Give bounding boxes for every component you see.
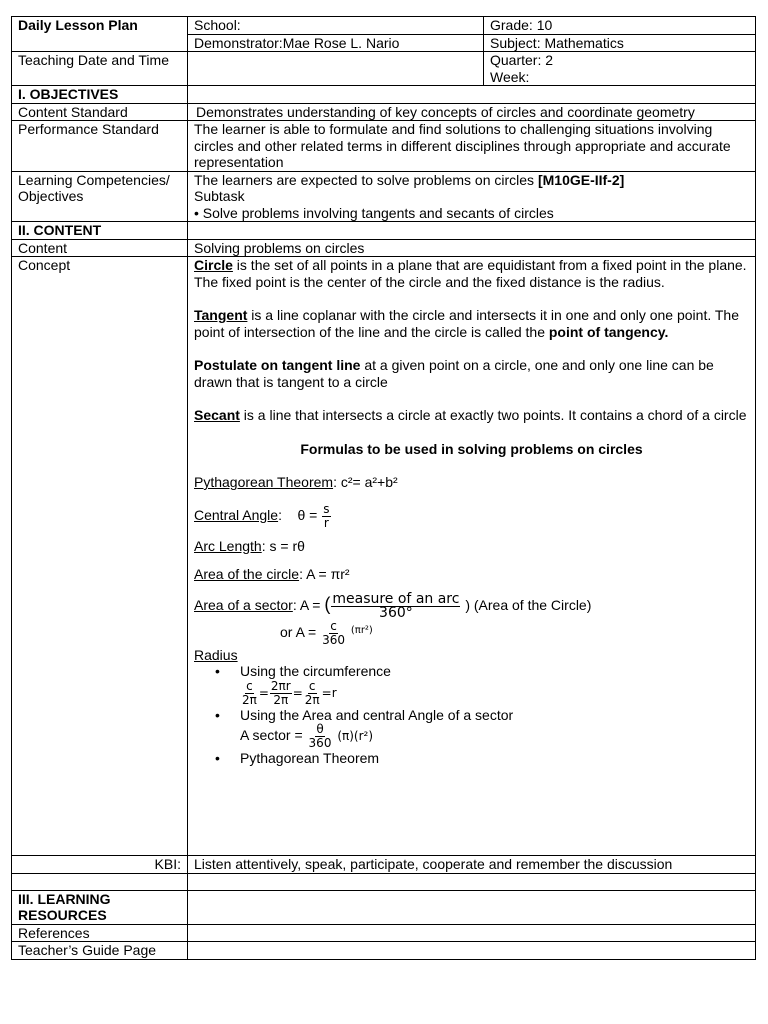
kbi-value: Listen attentively, speak, participate, cooperate and remember the discussion — [188, 856, 756, 874]
formulas-heading: Formulas to be used in solving problems on circles — [300, 440, 643, 457]
content-label-cell — [12, 239, 188, 257]
content-label: Content — [18, 239, 68, 256]
secant-term: Secant — [194, 407, 240, 423]
subject-field: Subject: Mathematics — [484, 34, 756, 52]
content-standard-label: Content Standard — [18, 103, 128, 120]
resources-heading-row — [12, 890, 756, 924]
references-label: References — [18, 924, 90, 941]
kbi-row — [12, 856, 756, 874]
tangent-definition: Tangent is a line coplanar with the circle and intersects it in one and only one point. The point of intersection of the line and the circle is called the point of tangency. — [194, 307, 739, 340]
performance-standard-row — [12, 121, 756, 172]
competencies-label: Learning Competencies/ Objectives — [18, 171, 170, 204]
header-row-1 — [12, 17, 756, 35]
objectives-heading-row — [12, 86, 756, 104]
grade-field: Grade: 10 — [484, 17, 756, 35]
competencies-label-cell — [12, 171, 188, 222]
content-row — [12, 239, 756, 257]
subtask-item: • Solve problems involving tangents and secants of circles — [194, 204, 554, 221]
teachers-guide-label: Teacher’s Guide Page — [18, 942, 157, 958]
content-standard-value: Demonstrates understanding of key concepts of circles and coordinate geometry — [188, 103, 756, 121]
document-title: Daily Lesson Plan — [12, 17, 188, 52]
concept-label-cell — [12, 257, 188, 856]
school-field: School: — [188, 17, 484, 35]
quarter-week-cell — [484, 52, 756, 86]
area-sector-alt-fraction: $\frac{c}{360}$ — [322, 618, 345, 647]
radius-label: Radius — [194, 646, 238, 663]
competencies-row — [12, 171, 756, 222]
postulate-term: Postulate on tangent line — [194, 357, 361, 373]
lesson-plan-page — [11, 16, 756, 960]
area-sector-alt-formula: or A = $\frac{c}{360}$ $^{(\pi r^2)}$ — [280, 618, 373, 647]
pythagorean-formula: Pythagorean Theorem: c²= a²+b² — [194, 474, 398, 490]
performance-standard-label: Performance Standard — [18, 121, 159, 137]
teaching-date-label: Teaching Date and Time — [12, 52, 188, 86]
lesson-plan-table — [11, 16, 756, 960]
radius-methods-list — [194, 663, 749, 767]
content-value: Solving problems on circles — [188, 239, 756, 257]
radius-method-circumference: • Using the circumference $\frac{c}{2\pi}$ = $\frac{2\pi r}{2\pi}$ = $\frac{c}{2\pi}$ =r — [215, 663, 749, 707]
kbi-label: KBI: — [12, 856, 188, 874]
arc-length-formula: Arc Length: s = rθ — [194, 537, 305, 554]
references-label-cell — [12, 924, 188, 942]
competencies-text: The learners are expected to solve problems on circles — [194, 171, 538, 188]
concept-label: Concept — [18, 257, 71, 273]
postulate-definition: Postulate on tangent line at a given point on a circle, one and only one line can be drawn that is tangent to a circle — [194, 357, 714, 390]
references-row — [12, 924, 756, 942]
week-field: Week: — [490, 68, 530, 85]
circle-definition: Circle is the set of all points in a plane that are equidistant from a fixed point in the plane. The fixed point is the center of the circle and the fixed distance is the radius. — [194, 257, 747, 290]
radius-method-pythagorean: • Pythagorean Theorem — [215, 750, 749, 767]
blank-row — [12, 873, 756, 890]
area-sector-fraction: $\frac{\text{measure of an arc}}{360^\circ}$ — [332, 590, 460, 621]
resources-heading: III. LEARNING RESOURCES — [12, 890, 188, 924]
area-circle-formula: Area of the circle: A = πr² — [194, 566, 350, 582]
central-angle-fraction: $\frac{s}{r}$ — [323, 501, 330, 530]
content-standard-label-cell — [12, 103, 188, 121]
performance-standard-label-cell — [12, 121, 188, 172]
secant-definition: Secant is a line that intersects a circle at exactly two points. It contains a chord of a circle — [194, 407, 747, 423]
quarter-field: Quarter: 2 — [490, 52, 554, 68]
teachers-guide-row — [12, 942, 756, 960]
tangent-term: Tangent — [194, 307, 248, 323]
performance-standard-value: The learner is able to formulate and find solutions to challenging situations involving circles and other related terms in different disciplines through appropriate and accurate representation — [188, 121, 756, 172]
central-angle-formula: Central Angle: θ = $\frac{s}{r}$ — [194, 501, 330, 530]
content-heading-row — [12, 222, 756, 240]
circle-term: Circle — [194, 257, 233, 273]
objectives-heading: I. OBJECTIVES — [12, 86, 188, 104]
competencies-value — [188, 171, 756, 222]
area-sector-formula: Area of a sector: A = ( $\frac{\text{measure of an arc}}{360^\circ}$ ) (Area of the Circle) — [194, 590, 592, 621]
demonstrator-field: Demonstrator:Mae Rose L. Nario — [188, 34, 484, 52]
teaching-date-value — [188, 52, 484, 86]
header-row-3 — [12, 52, 756, 86]
concept-body — [188, 257, 756, 856]
competency-code: [M10GE-IIf-2] — [537, 171, 625, 188]
teachers-guide-label-cell — [12, 942, 188, 960]
radius-method-sector: • Using the Area and central Angle of a sector A sector = $\frac{\theta}{360}$ (π)(r²) — [215, 707, 749, 751]
content-heading: II. CONTENT — [12, 222, 188, 240]
content-standard-row — [12, 103, 756, 121]
subtask-label: Subtask — [194, 188, 245, 204]
concept-row — [12, 257, 756, 856]
